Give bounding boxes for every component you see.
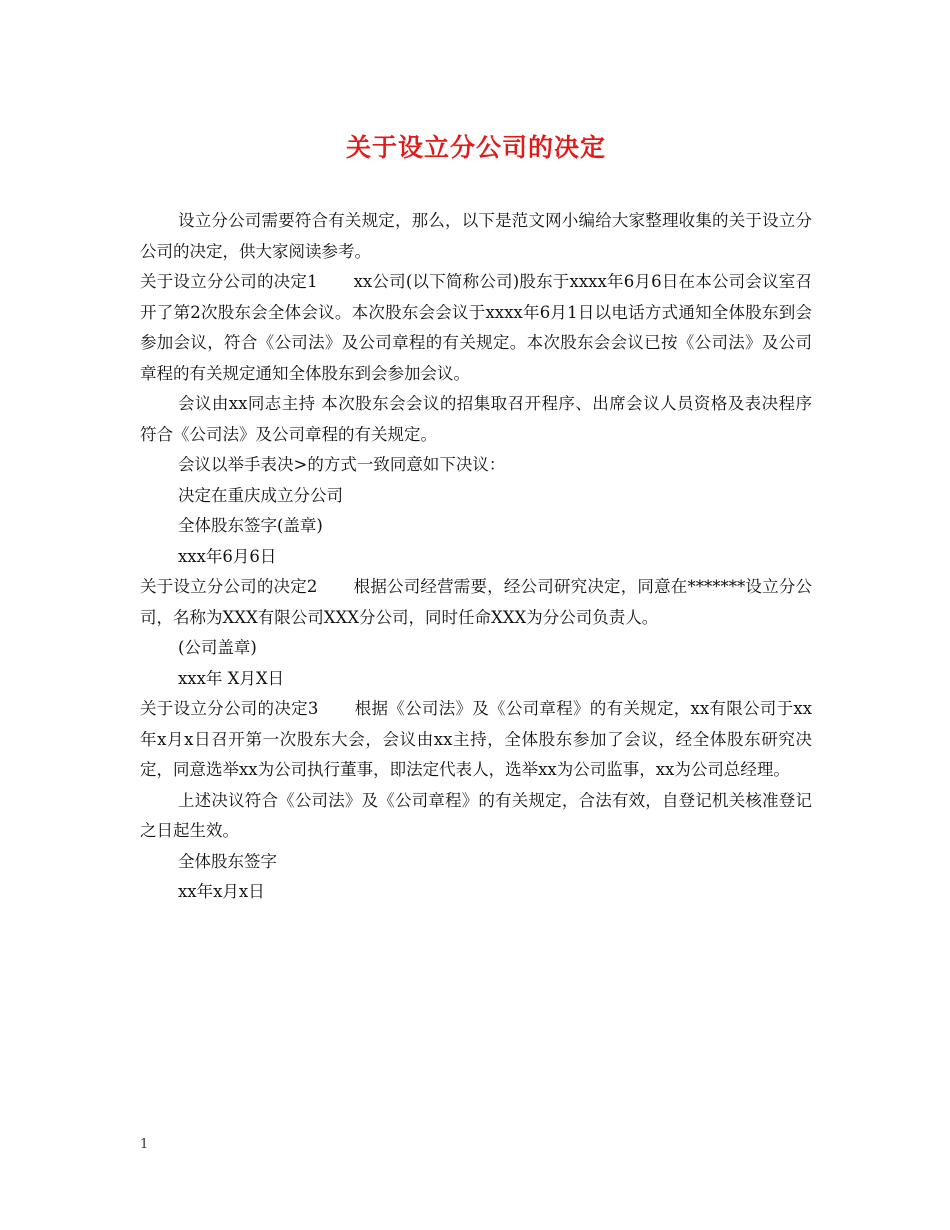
section-1-lead: xx公司(以下简称公司)股东于xxxx年6月6日在本公司会议室召开了第2次股东会全体会议。本次股东会会议于xxxx年6月1日以电话方式通知全体股东到会参加会议，符合《公司法》及公司章程的有关规定。本次股东会会议已按《公司法》及公司章程的有关规定通知全体股东到会参加会议。 xyxy=(140,272,813,383)
document-title: 关于设立分公司的决定 xyxy=(345,133,606,162)
section-1-paragraph: 会议以举手表决>的方式一致同意如下决议： xyxy=(178,455,506,474)
section-2-heading: 关于设立分公司的决定2 xyxy=(140,577,318,596)
section-1-signature: 全体股东签字(盖章) xyxy=(178,516,323,535)
section-2-lead: 根据公司经营需要，经公司研究决定，同意在*******设立分公司，名称为XXX有限公司XXX分公司，同时任命XXX为分公司负责人。 xyxy=(140,577,813,627)
section-1-paragraph: 会议由xx同志主持 本次股东会会议的招集取召开程序、出席会议人员资格及表决程序符合《公司法》及公司章程的有关规定。 xyxy=(140,394,812,444)
section-3-lead: 根据《公司法》及《公司章程》的有关规定，xx有限公司于xx年x月x日召开第一次股东大会，会议由xx主持，全体股东参加了会议，经全体股东研究决定，同意选举xx为公司执行董事，即法定代表人，选举xx为公司监事，xx为公司总经理。 xyxy=(140,699,812,779)
document-body xyxy=(140,206,812,908)
section-3-heading: 关于设立分公司的决定3 xyxy=(140,699,319,718)
intro-paragraph: 设立分公司需要符合有关规定，那么，以下是范文网小编给大家整理收集的关于设立分公司的决定，供大家阅读参考。 xyxy=(140,211,812,261)
section-1-date: xxx年6月6日 xyxy=(178,546,277,566)
section-3-paragraph: 上述决议符合《公司法》及《公司章程》的有关规定，合法有效，自登记机关核准登记之日起生效。 xyxy=(140,790,812,840)
document-page xyxy=(140,0,812,1230)
section-1-paragraph: 决定在重庆成立分公司 xyxy=(178,485,343,505)
section-1-heading: 关于设立分公司的决定1 xyxy=(140,272,318,291)
section-1-lead-paragraph xyxy=(140,267,812,389)
page-number: 1 xyxy=(140,1137,149,1152)
section-3-date: xx年x月x日 xyxy=(178,882,265,901)
section-2-date: xxx年 X月X日 xyxy=(178,668,285,688)
section-3-lead-paragraph xyxy=(140,694,812,786)
section-3-signature: 全体股东签字 xyxy=(178,851,277,871)
section-2-lead-paragraph xyxy=(140,572,812,633)
section-2-seal: (公司盖章) xyxy=(178,638,257,657)
